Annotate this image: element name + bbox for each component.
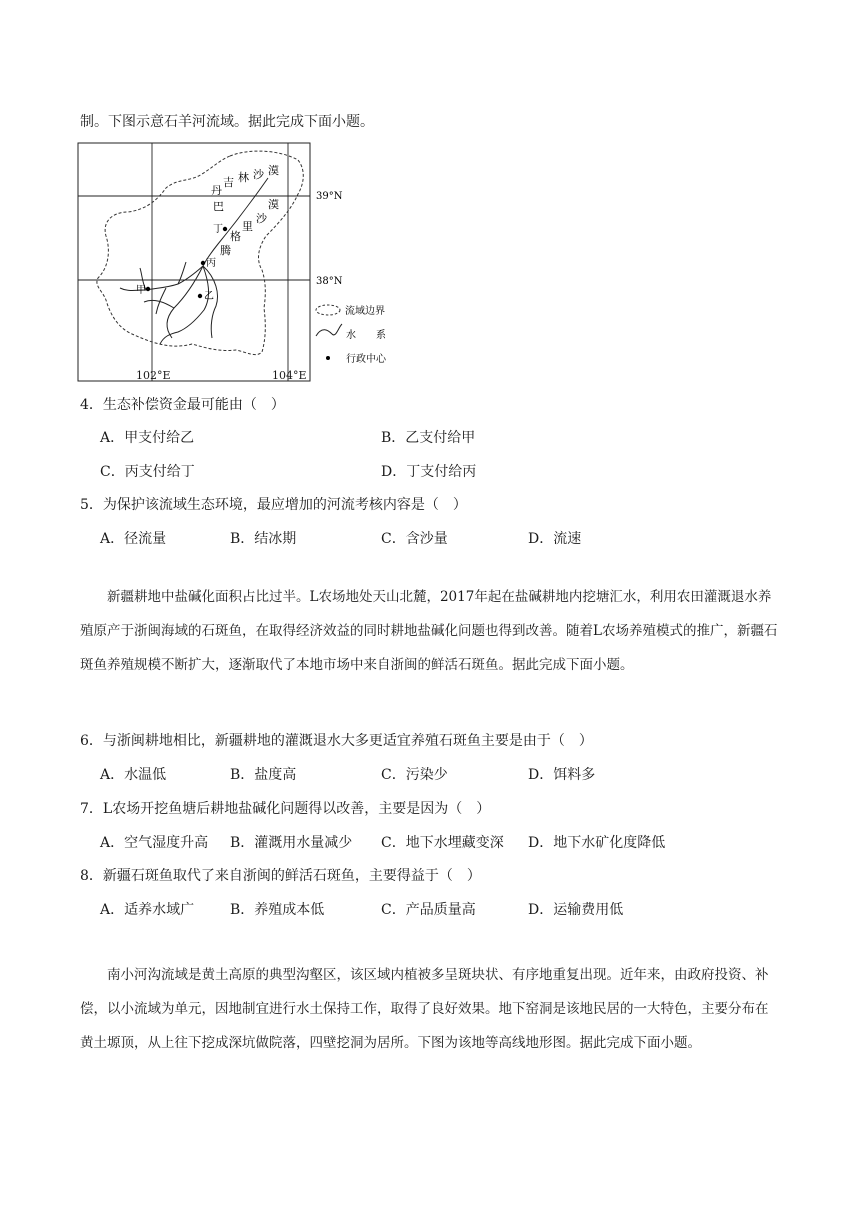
svg-text:林: 林 <box>238 171 249 184</box>
question-7-stem: 7．L农场开挖鱼塘后耕地盐碱化问题得以改善，主要是因为（ ） <box>80 801 491 817</box>
q6-option-d[interactable]: D．饵料多 <box>528 767 596 783</box>
svg-text:格: 格 <box>230 230 241 243</box>
q4-option-d[interactable]: D．丁支付给丙 <box>381 464 477 480</box>
svg-text:里: 里 <box>242 220 253 233</box>
svg-text:丹: 丹 <box>211 184 222 197</box>
map-frame <box>78 143 310 381</box>
question-6-stem: 6．与浙闽耕地相比，新疆耕地的灌溉退水大多更适宜养殖石斑鱼主要是由于（ ） <box>80 733 593 749</box>
q7-option-d[interactable]: D．地下水矿化度降低 <box>528 835 666 851</box>
ding-label: 丁 <box>213 224 223 235</box>
lat-38n-label: 38°N <box>316 276 343 287</box>
passage-xinjiang: 新疆耕地中盐碱化面积占比过半。L农场地处天山北麓，2017年起在盐碱耕地内挖塘汇水，利用农田灌溉退水养殖原产于浙闽海域的石斑鱼，在取得经济效益的同时耕地盐碱化问题也得到改善。随着L农场养殖模式的推广，新疆石斑鱼养殖规模不断扩大，逐渐取代了本地市场中来自浙闽的鲜活石斑鱼。据此完成下面小题。 <box>80 589 778 673</box>
jia-dot <box>146 287 150 291</box>
passage-nanxiaohegou: 南小河沟流域是黄土高原的典型沟壑区，该区域内植被多呈斑块状、有序地重复出现。近年来，由政府投资、补偿，以小流域为单元，因地制宜进行水土保持工作，取得了良好效果。地下窑洞是该地民居的一大特色，主要分布在黄土塬顶，从上往下挖成深坑做院落，四壁挖洞为居所。下图为该地等高线地形图。据此完成下面小题。 <box>80 967 769 1051</box>
q8-option-d[interactable]: D．运输费用低 <box>528 902 624 918</box>
bing-label: 丙 <box>206 258 216 269</box>
shiyang-river-basin-map <box>70 138 410 388</box>
q6-option-c[interactable]: C．污染少 <box>381 767 448 783</box>
svg-text:巴: 巴 <box>213 200 224 213</box>
q7-option-c[interactable]: C．地下水埋藏变深 <box>381 835 504 851</box>
tengger-desert-label <box>220 197 279 257</box>
q6-option-a[interactable]: A．水温低 <box>100 767 167 783</box>
q4-option-b[interactable]: B．乙支付给甲 <box>381 430 476 446</box>
q6-option-b[interactable]: B．盐度高 <box>230 767 297 783</box>
q5-option-c[interactable]: C．含沙量 <box>381 531 448 547</box>
lon-102e-label: 102°E <box>136 369 171 382</box>
question-8-stem: 8．新疆石斑鱼取代了来自浙闽的鲜活石斑鱼，主要得益于（ ） <box>80 868 481 884</box>
river-system <box>120 178 268 344</box>
map-legend <box>316 304 387 365</box>
q5-option-a[interactable]: A．径流量 <box>100 531 167 547</box>
question-5-stem: 5．为保护该流域生态环境，最应增加的河流考核内容是（ ） <box>80 497 467 513</box>
bing-dot <box>201 261 205 265</box>
yi-dot <box>198 294 202 298</box>
svg-text:行政中心: 行政中心 <box>346 354 386 365</box>
q7-option-a[interactable]: A．空气湿度升高 <box>100 835 209 851</box>
intro-line: 制。下图示意石羊河流域。据此完成下面小题。 <box>80 114 374 130</box>
q5-option-d[interactable]: D．流速 <box>528 531 582 547</box>
q5-option-b[interactable]: B．结冰期 <box>230 531 297 547</box>
q8-option-c[interactable]: C．产品质量高 <box>381 902 476 918</box>
svg-text:吉: 吉 <box>223 176 234 189</box>
q8-option-b[interactable]: B．养殖成本低 <box>230 902 325 918</box>
svg-text:漠: 漠 <box>268 164 279 177</box>
svg-text:漠: 漠 <box>268 198 279 211</box>
q8-option-a[interactable]: A．适养水域广 <box>100 902 195 918</box>
lat-39n-label: 39°N <box>316 191 343 202</box>
svg-text:水 系: 水 系 <box>346 330 386 341</box>
svg-text:沙: 沙 <box>253 168 264 181</box>
basin-boundary <box>97 151 303 355</box>
question-4-stem: 4．生态补偿资金最可能由（ ） <box>80 397 285 413</box>
q4-option-c[interactable]: C．丙支付给丁 <box>100 464 195 480</box>
svg-text:腾: 腾 <box>220 244 231 257</box>
q4-option-a[interactable]: A．甲支付给乙 <box>100 430 195 446</box>
svg-text:沙: 沙 <box>256 212 267 225</box>
svg-text:流域边界: 流域边界 <box>345 306 385 317</box>
lon-104e-label: 104°E <box>272 369 307 382</box>
q7-option-b[interactable]: B．灌溉用水量减少 <box>230 835 353 851</box>
yi-label: 乙 <box>204 291 214 302</box>
jia-label: 甲 <box>136 285 146 296</box>
ding-dot <box>223 227 227 231</box>
